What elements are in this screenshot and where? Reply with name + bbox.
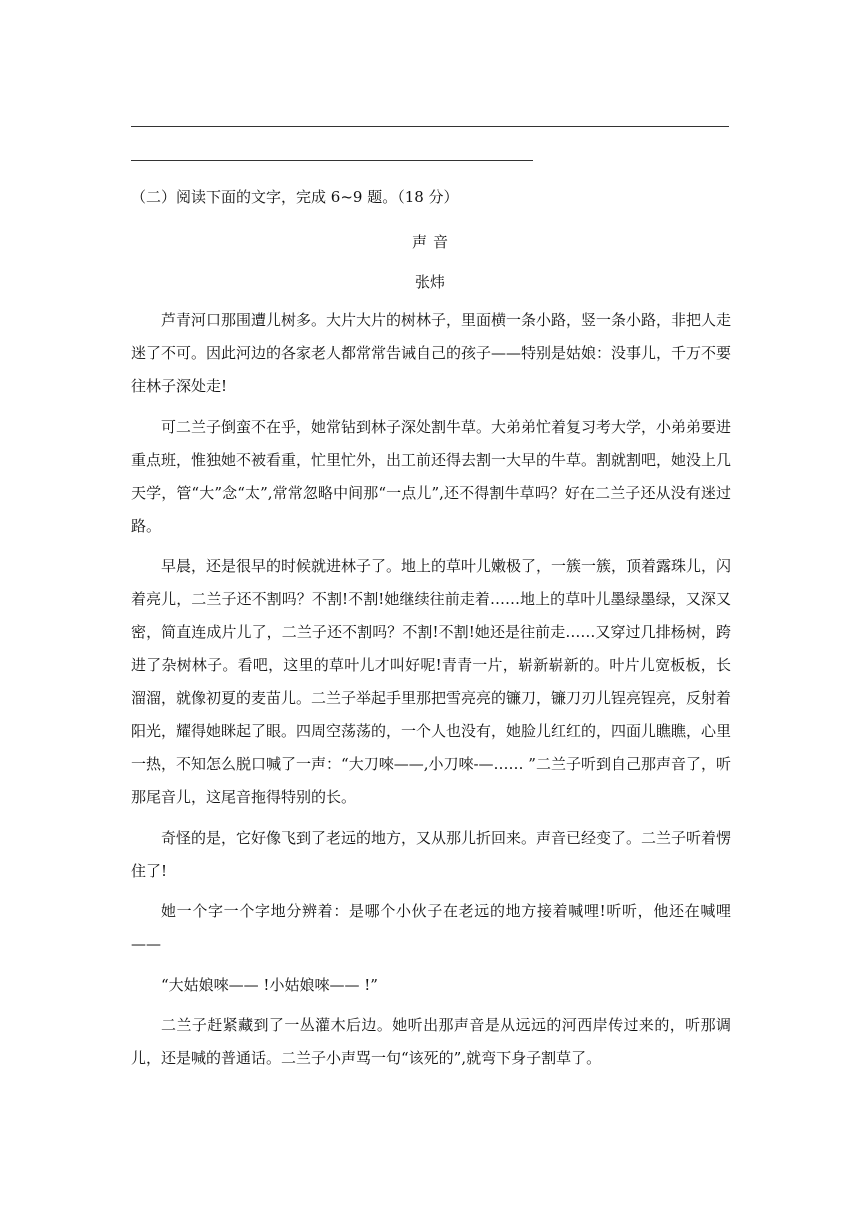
- paragraph: 芦青河口那围遭儿树多。大片大片的树林子，里面横一条小路，竖一条小路，非把人走迷了不可。因此河边的各家老人都常常告诫自己的孩子——特别是姑娘：没事儿，千万不要往林子深处走!: [131, 311, 732, 395]
- article-body: [131, 304, 731, 1083]
- article-title: 声音: [411, 233, 454, 251]
- paragraph: 可二兰子倒蛮不在乎，她常钻到林子深处割牛草。大弟弟忙着复习考大学，小弟弟要进重点班，惟独她不被看重，忙里忙外，出工前还得去割一大早的牛草。割就割吧，她没上几天学，管“大”念“太”,常常忽略中间那“一点儿”,还不得割牛草吗？好在二兰子还从没有迷过路。: [131, 417, 732, 535]
- answer-line: [131, 126, 729, 127]
- section-heading: （二）阅读下面的文字，完成 6~9 题。（18 分）: [131, 188, 459, 206]
- paragraph: 二兰子赶紧藏到了一丛灌木后边。她听出那声音是从远远的河西岸传过来的，听那调儿，还是喊的普通话。二兰子小声骂一句“该死的”,就弯下身子割草了。: [131, 1016, 731, 1067]
- paragraph: 奇怪的是，它好像飞到了老远的地方，又从那儿折回来。声音已经变了。二兰子听着愣住了!: [131, 828, 732, 880]
- paragraph: 她一个字一个字地分辨着：是哪个小伙子在老远的地方接着喊哩!听听，他还在喊哩——: [131, 902, 731, 953]
- article-author: 张炜: [414, 273, 445, 291]
- answer-line: [131, 160, 533, 161]
- paragraph: 早晨，还是很早的时候就进林子了。地上的草叶儿嫩极了，一簇一簇，顶着露珠儿，闪着亮儿，二兰子还不割吗？不割!不割!她继续往前走着……地上的草叶儿墨绿墨绿，又深又密，简直连成片儿了，二兰子还不割吗？不割!不割!她还是往前走……又穿过几排杨树，跨进了杂树林子。看吧，这里的草叶儿才叫好呢!青青一片，崭新崭新的。叶片儿宽板板，长溜溜，就像初夏的麦苗儿。二兰子举起手里那把雪亮亮的镰刀，镰刀刃儿锃亮锃亮，反射着阳光，耀得她眯起了眼。四周空荡荡的，一个人也没有，她脸儿红红的，四面儿瞧瞧，心里一热，不知怎么脱口喊了一声：“大刀唻——,小刀唻-—…… ”二兰子听到自己那声音了，听那尾音儿，这尾音拖得特别的长。: [131, 557, 732, 806]
- paragraph: “大姑娘唻—— !小姑娘唻—— !”: [161, 975, 378, 994]
